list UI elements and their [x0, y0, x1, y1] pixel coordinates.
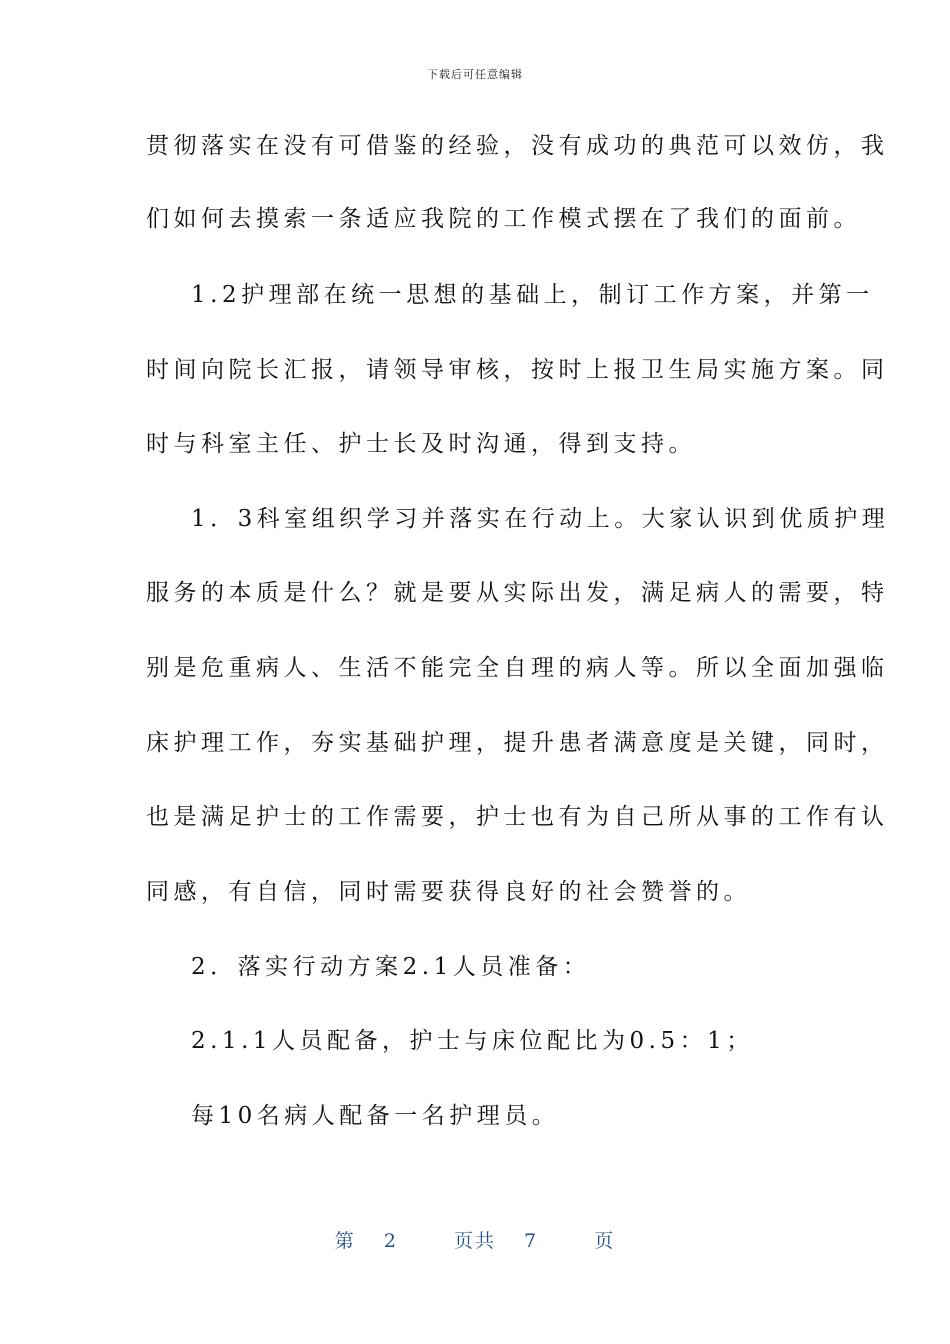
body-line-9: 床护理工作，夯实基础护理，提升患者满意度是关键，同时， — [146, 730, 889, 756]
body-line-2: 们如何去摸索一条适应我院的工作模式摆在了我们的面前。 — [146, 206, 861, 232]
page-footer: 第 2 页共 7 页 — [334, 1230, 616, 1252]
body-line-6: 1．3科室组织学习并落实在行动上。大家认识到优质护理 — [191, 506, 890, 532]
body-line-12: 2．落实行动方案2.1人员准备： — [191, 954, 591, 980]
body-line-14: 每10名病人配备一名护理员。 — [191, 1103, 560, 1129]
body-line-3: 1.2护理部在统一思想的基础上，制订工作方案，并第一 — [191, 282, 874, 308]
body-line-1: 贯彻落实在没有可借鉴的经验，没有成功的典范可以效仿，我 — [146, 133, 889, 159]
body-line-7: 服务的本质是什么？就是要从实际出发，满足病人的需要，特 — [146, 580, 889, 606]
body-line-13: 2.1.1人员配备，护士与床位配比为0.5：1； — [191, 1028, 754, 1054]
body-line-10: 也是满足护士的工作需要，护士也有为自己所从事的工作有认 — [146, 804, 889, 830]
body-line-5: 时与科室主任、护士长及时沟通，得到支持。 — [146, 431, 696, 457]
page-header: 下载后可任意编辑 — [427, 68, 523, 81]
body-line-4: 时间向院长汇报，请领导审核，按时上报卫生局实施方案。同 — [146, 357, 889, 383]
body-line-11: 同感，有自信，同时需要获得良好的社会赞誉的。 — [146, 879, 751, 905]
body-line-8: 别是危重病人、生活不能完全自理的病人等。所以全面加强临 — [146, 655, 889, 681]
